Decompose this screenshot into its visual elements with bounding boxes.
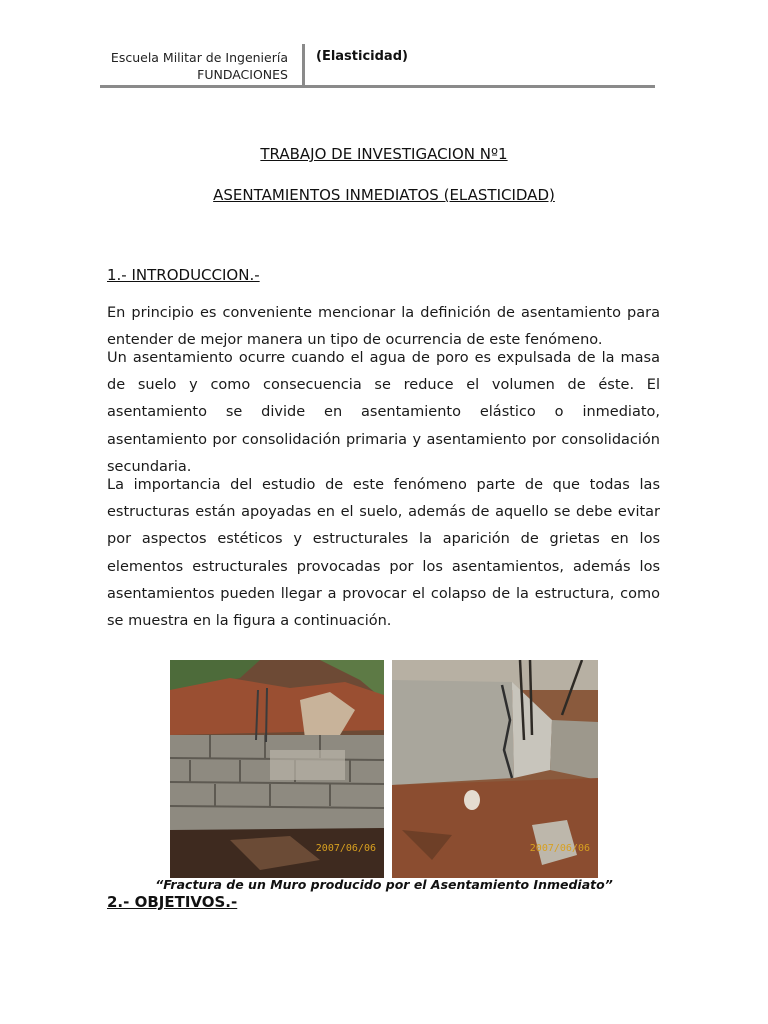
photo-right-date: 2007/06/06 bbox=[529, 843, 590, 854]
header-topic: (Elasticidad) bbox=[316, 49, 408, 64]
objectives-heading: 2.- OBJETIVOS.- bbox=[107, 893, 238, 911]
intro-paragraph-1: En principio es conveniente mencionar la definición de asentamiento para entender de mejor manera un tipo de ocurrencia de este fenómeno. bbox=[107, 305, 660, 349]
figure-caption: “Fractura de un Muro producido por el Asentamiento Inmediato” bbox=[155, 877, 613, 892]
document-subtitle: ASENTAMIENTOS INMEDIATOS (ELASTICIDAD) bbox=[213, 186, 555, 204]
header-school: Escuela Militar de Ingeniería bbox=[110, 50, 288, 65]
header-subject: FUNDACIONES bbox=[197, 67, 288, 82]
intro-paragraph-2: Un asentamiento ocurre cuando el agua de poro es expulsada de la masa de suelo y como consecuencia se reduce el volumen de éste. El asentamiento se divide en asentamiento elástico o inmediato, asentamiento por consolidación primaria y asentamiento por consolidación secundaria. bbox=[107, 350, 660, 475]
intro-heading: 1.- INTRODUCCION.- bbox=[107, 266, 260, 284]
document-title: TRABAJO DE INVESTIGACION Nº1 bbox=[260, 145, 508, 163]
wall-fracture-photo-left bbox=[170, 660, 384, 878]
header-institution bbox=[100, 49, 288, 83]
photo-left-date: 2007/06/06 bbox=[315, 843, 376, 854]
header-vertical-divider bbox=[302, 44, 305, 88]
intro-paragraph-3: La importancia del estudio de este fenómeno parte de que todas las estructuras están apoyadas en el suelo, además de aquello se debe evitar por aspectos estéticos y estructurales la aparición de grietas en los elementos estructurales provocadas por los asentamientos, además los asentamientos pueden llegar a provocar el colapso de la estructura, como se muestra en la figura a continuación. bbox=[107, 477, 660, 630]
header-rule bbox=[100, 85, 655, 88]
wall-fracture-photo-right bbox=[392, 660, 598, 878]
